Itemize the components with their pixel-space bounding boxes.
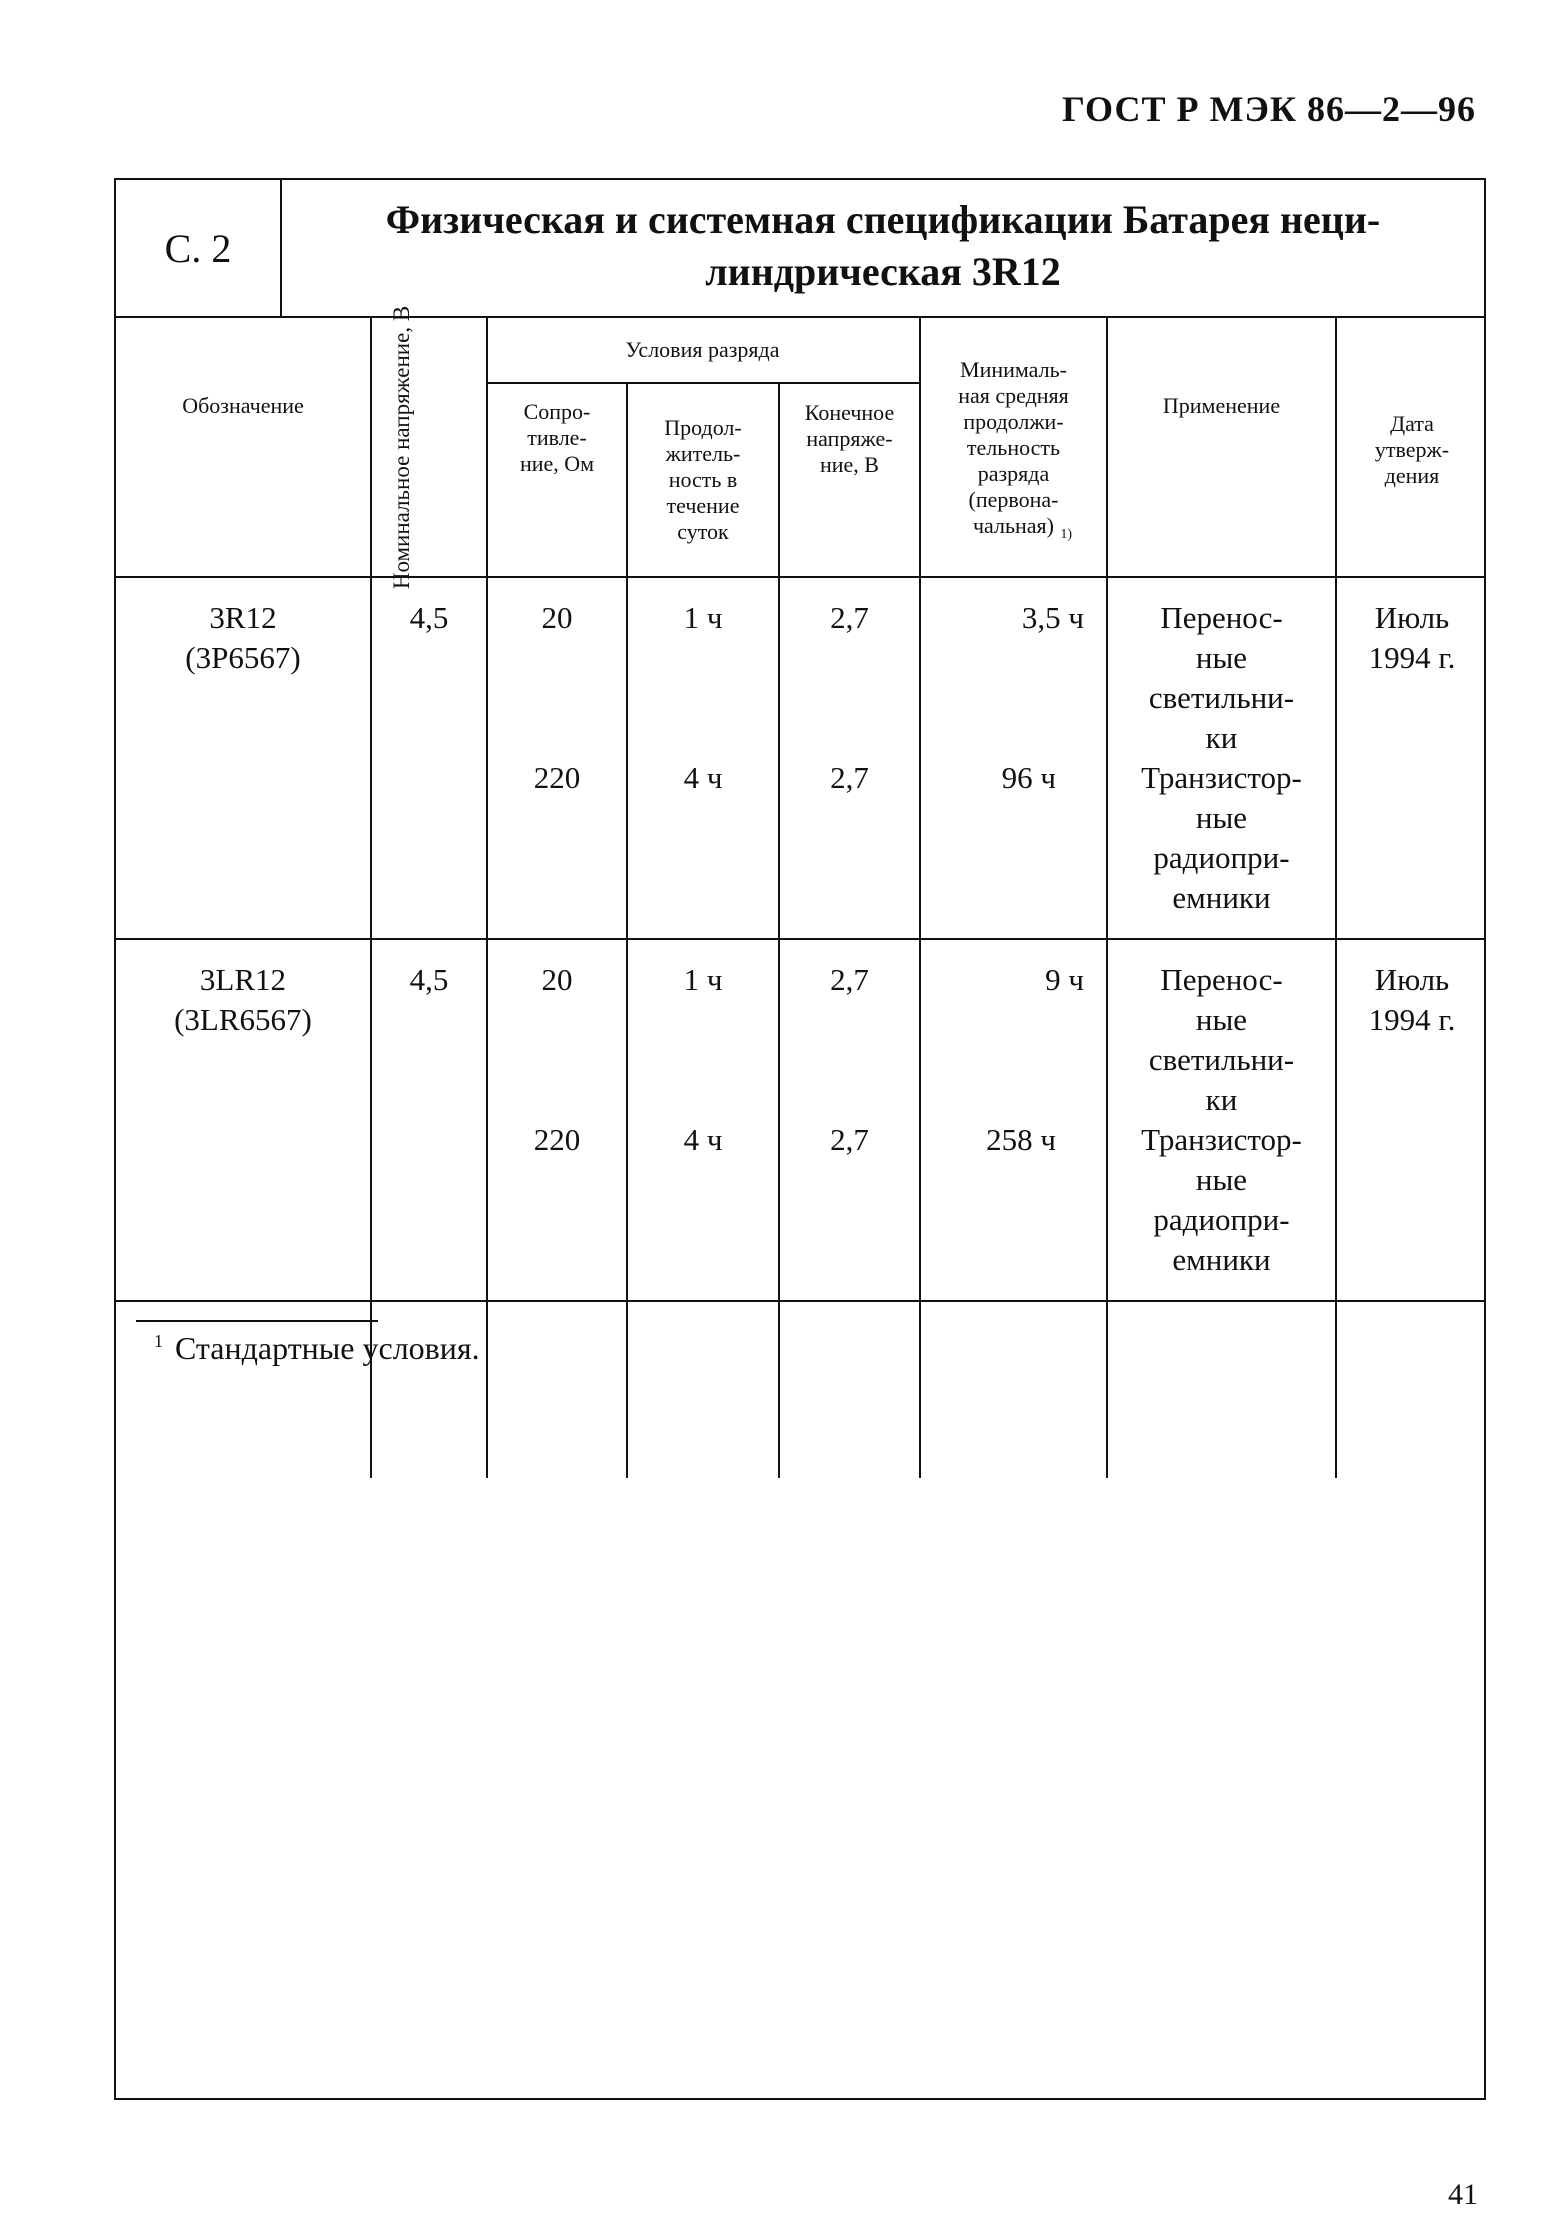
page-tag: С. 2 — [116, 180, 282, 316]
page-title: Физическая и системная спецификации Батарея неци- линдрическая 3R12 — [385, 197, 1381, 294]
row-designation: 3LR12 (3LR6567) — [174, 962, 312, 1037]
row-end-voltage: 2,7 — [830, 1122, 869, 1157]
row-end-voltage: 2,7 — [830, 760, 869, 795]
row-resistance: 220 — [533, 1122, 581, 1157]
footnote-rule — [136, 1320, 378, 1322]
header-duration: Продол- житель- ность в течение суток — [664, 415, 742, 544]
row-resistance: 220 — [533, 760, 581, 795]
row-duration: 4 ч — [683, 760, 723, 795]
row-application: Перенос- ные светильни- ки — [1148, 600, 1295, 755]
row-divider — [116, 938, 1486, 940]
row-min-duration: 96 ч — [1001, 760, 1056, 795]
footnote — [154, 1330, 480, 1367]
header-nominal-voltage: Номинальное напряжение, В — [389, 305, 415, 589]
footnote-mark: 1 — [154, 1331, 163, 1351]
row-min-duration: 3,5 ч — [1021, 600, 1084, 635]
row-duration: 1 ч — [683, 962, 723, 997]
header-designation: Обозначение — [182, 393, 304, 418]
row-end-voltage: 2,7 — [830, 962, 869, 997]
row-min-duration: 9 ч — [1045, 962, 1084, 997]
column-divider — [486, 316, 488, 1478]
header-end-voltage: Конечное напряже- ние, В — [804, 400, 895, 477]
footnote-ref: 1) — [1060, 527, 1072, 542]
column-divider — [778, 382, 780, 1478]
header-approval-date: Дата утверж- дения — [1374, 411, 1450, 488]
document-code: ГОСТ Р МЭК 86—2—96 — [1062, 89, 1476, 129]
title-block — [116, 180, 1484, 318]
page-number: 41 — [1448, 2178, 1478, 2211]
row-application: Перенос- ные светильни- ки — [1148, 962, 1295, 1117]
row-approval-date: Июль 1994 г. — [1368, 962, 1456, 1037]
row-application: Транзистор- ные радиопри- емники — [1141, 1122, 1302, 1277]
row-designation: 3R12 (3P6567) — [185, 600, 301, 675]
row-voltage: 4,5 — [409, 600, 449, 635]
row-duration: 1 ч — [683, 600, 723, 635]
header-application: Применение — [1162, 393, 1281, 418]
row-approval-date: Июль 1994 г. — [1368, 600, 1456, 675]
row-divider — [116, 576, 1486, 578]
row-duration: 4 ч — [683, 1122, 723, 1157]
row-resistance: 20 — [541, 962, 573, 997]
header-min-duration: Минималь- ная средняя продолжи- тельность разряда (первона- чальная) 1) — [921, 326, 1106, 570]
row-divider — [486, 382, 919, 384]
row-application: Транзистор- ные радиопри- емники — [1141, 760, 1302, 915]
row-voltage: 4,5 — [409, 962, 449, 997]
row-divider — [116, 1300, 1486, 1302]
row-resistance: 20 — [541, 600, 573, 635]
header-resistance: Сопро- тивле- ние, Ом — [519, 399, 595, 476]
spec-frame — [114, 178, 1486, 2100]
footnote-text: Стандартные условия. — [175, 1330, 480, 1366]
header-discharge-conditions: Условия разряда — [625, 337, 780, 362]
row-end-voltage: 2,7 — [830, 600, 869, 635]
row-min-duration: 258 ч — [986, 1122, 1056, 1157]
